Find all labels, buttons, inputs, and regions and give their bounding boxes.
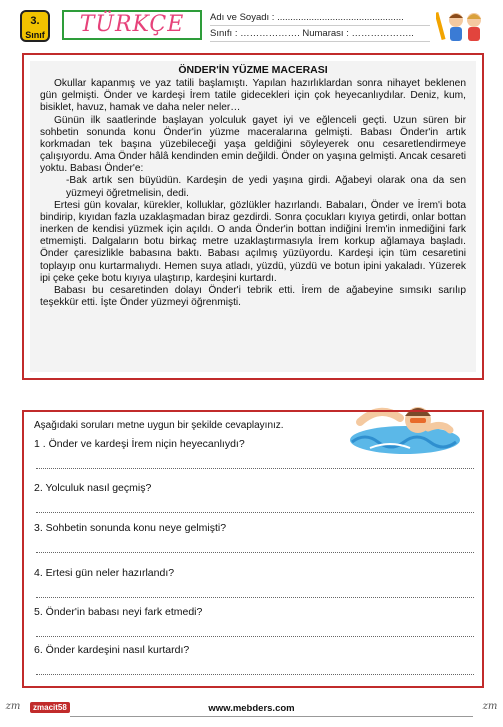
reading-passage (30, 61, 476, 372)
grade-label: Sınıf (25, 30, 45, 40)
subject-box (62, 10, 202, 40)
story-paragraph: Günün ilk saatlerinde başlayan yolculuk gayet iyi ve eğlenceli geçti. Uzun süren bir sohbetin sonunda konu Önder'in yüzme maceralarına gelmişti. Babası Önder'in artık korkmadan tek başına yüzebileceği yaşa geldiğini söyleyerek onu cesaretlendirmeye çalışıyordu. Ama Önder hâlâ kendinden emin değildi. Önder on yaşına gelmişti. Ancak cesareti yoktu. Babası Önder'e: (40, 114, 466, 175)
answer-line[interactable] (36, 552, 474, 553)
kids-pencil-icon (436, 8, 486, 44)
reading-passage-frame (22, 53, 484, 380)
grade-badge (20, 10, 50, 42)
story-paragraph: Okullar kapanmış ve yaz tatili başlamıştı. Yapılan hazırlıklardan sonra nihayet beklenen gün gelmişti. Önder ve kardeşi İrem tatile gidecekleri için çok heyecanlıydılar. Deniz, kum, bisiklet, havuz, hamak ve daha neler neler… (40, 78, 466, 114)
page-footer (0, 692, 503, 722)
answer-line[interactable] (36, 597, 474, 598)
answer-line[interactable] (36, 512, 474, 513)
question-4: 4. Ertesi gün neler hazırlandı? (34, 567, 175, 579)
question-6: 6. Önder kardeşini nasıl kurtardı? (34, 644, 190, 656)
question-1: 1 . Önder ve kardeşi İrem niçin heyecanlıydı? (34, 438, 245, 450)
author-tag: zmacit58 (30, 702, 70, 713)
answer-line[interactable] (36, 636, 474, 637)
answer-line[interactable] (36, 468, 474, 469)
question-5: 5. Önder'in babası neyi fark etmedi? (34, 606, 203, 618)
class-number-field[interactable]: Sınıfı : ………………. Numarası : ……………….. (210, 26, 430, 42)
name-field[interactable]: Adı ve Soyadı : ................................................ (210, 10, 430, 26)
zm-mark-left: zm (5, 701, 21, 712)
question-2: 2. Yolculuk nasıl geçmiş? (34, 482, 152, 494)
story-title: ÖNDER'İN YÜZME MACERASI (178, 64, 328, 76)
answer-line[interactable] (36, 674, 474, 675)
story-paragraph: Babası bu cesaretinden dolayı Önder'i tebrik etti. İrem de ağabeyine sımsıkı sarılıp teşekkür etti. İşte Önder yüzmeyi öğrenmişti. (40, 284, 466, 308)
questions-intro: Aşağıdaki soruları metne uygun bir şekilde cevaplayınız. (34, 420, 284, 431)
story-paragraph: Ertesi gün kovalar, kürekler, kolluklar, gözlükler hazırlandı. Babaları, Önder ve İrem'i bota bindirip, kıyıdan fazla uzaklaşmadan biraz gezdirdi. Sonra çocukları kıyıya getirdi, onlar bottan inerken de kendisi yüzmek için açıldı. O anda Önder'in bottan indiğini İrem'in inmediğini fark etmemişti. Dalgaların botu birkaç metre uzaklaştırmasıyla İrem korkup ağlamaya başladı. Önder çaresizlikle babasına baktı. Babası açılmış yüzüyordu. Kardeşi için tüm cesaretini toplayıp onu kurtarmalıydı. Hemen suya atladı, yüzdü, yüzdü ve botun ipini yakaladı. Yüzerek ipi çeke çeke botu kıyıya ulaştırıp, kardeşini kurtardı. (40, 199, 466, 284)
subject-title: TÜRKÇE (79, 12, 185, 37)
story-dialogue: -Bak artık sen büyüdün. Kardeşin de yedi yaşına girdi. Ağabeyi olarak ona da sen yüzmeyi öğretmelisin, dedi. (66, 175, 466, 199)
student-info (210, 10, 430, 44)
zm-mark-right: zm (482, 701, 498, 712)
question-3: 3. Sohbetin sonunda konu neye gelmişti? (34, 522, 227, 534)
grade-number: 3. (30, 15, 40, 27)
footer-divider (70, 716, 473, 717)
website-link[interactable]: www.mebders.com (208, 703, 295, 714)
questions-frame (22, 410, 484, 688)
